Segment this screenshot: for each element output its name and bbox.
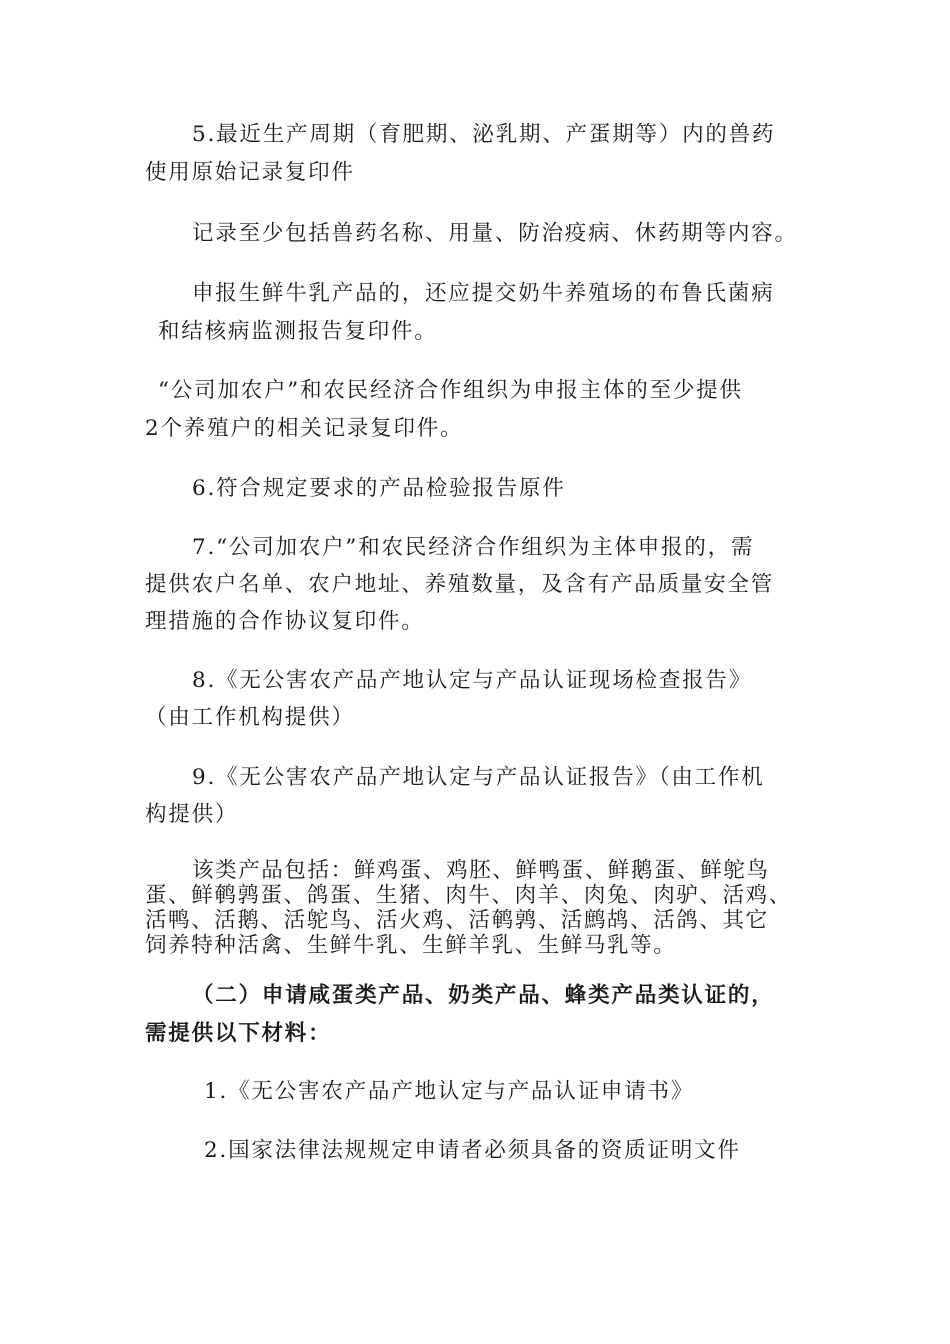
section-two-heading-line-1: （二）申请咸蛋类产品、奶类产品、蜂类产品类认证的， (192, 983, 775, 1008)
item-5-line-2: 使用原始记录复印件 (145, 160, 355, 185)
company-farmer-line-2: 2个养殖户的相关记录复印件。 (145, 416, 464, 441)
product-list-line-2: 蛋、鲜鹌鹑蛋、鸽蛋、生猪、肉牛、肉羊、肉兔、肉驴、活鸡、 (145, 883, 792, 908)
item-7-line-1: 7.“公司加农户”和农民经济合作组织为主体申报的，需 (192, 535, 755, 560)
record-contents-paragraph: 记录至少包括兽药名称、用量、防治疫病、休药期等内容。 (192, 221, 798, 246)
company-farmer-line-1: “公司加农户”和农民经济合作组织为申报主体的至少提供 (158, 378, 743, 403)
product-list-line-1: 该类产品包括：鲜鸡蛋、鸡胚、鲜鸭蛋、鲜鹅蛋、鲜鸵鸟 (192, 858, 770, 883)
item-9-line-2: 构提供） (145, 802, 239, 827)
milk-report-line-1: 申报生鲜牛乳产品的，还应提交奶牛养殖场的布鲁氏菌病 (192, 281, 775, 306)
item-7-line-3: 理措施的合作协议复印件。 (145, 609, 425, 634)
product-list-line-3: 活鸭、活鹅、活鸵鸟、活火鸡、活鹌鹑、活鹧鸪、活鸽、其它 (145, 908, 769, 933)
section-two-heading-line-2: 需提供以下材料： (145, 1021, 332, 1046)
product-list-line-4: 饲养特种活禽、生鲜牛乳、生鲜羊乳、生鲜马乳等。 (145, 933, 677, 958)
item-8-line-1: 8.《无公害农产品产地认定与产品认证现场检查报告》 (192, 668, 753, 693)
section-two-item-1: 1.《无公害农产品产地认定与产品认证申请书》 (204, 1079, 695, 1104)
milk-report-line-2: 和结核病监测报告复印件。 (158, 319, 438, 344)
item-5-line-1: 5.最近生产周期（育肥期、泌乳期、产蛋期等）内的兽药 (192, 122, 776, 147)
item-6: 6.符合规定要求的产品检验报告原件 (192, 476, 566, 501)
item-9-line-1: 9.《无公害农产品产地认定与产品认证报告》（由工作机 (192, 765, 765, 790)
item-7-line-2: 提供农户名单、农户地址、养殖数量，及含有产品质量安全管 (145, 572, 775, 597)
section-two-item-2: 2.国家法律法规规定申请者必须具备的资质证明文件 (204, 1138, 741, 1163)
item-8-line-2: （由工作机构提供） (145, 705, 355, 730)
